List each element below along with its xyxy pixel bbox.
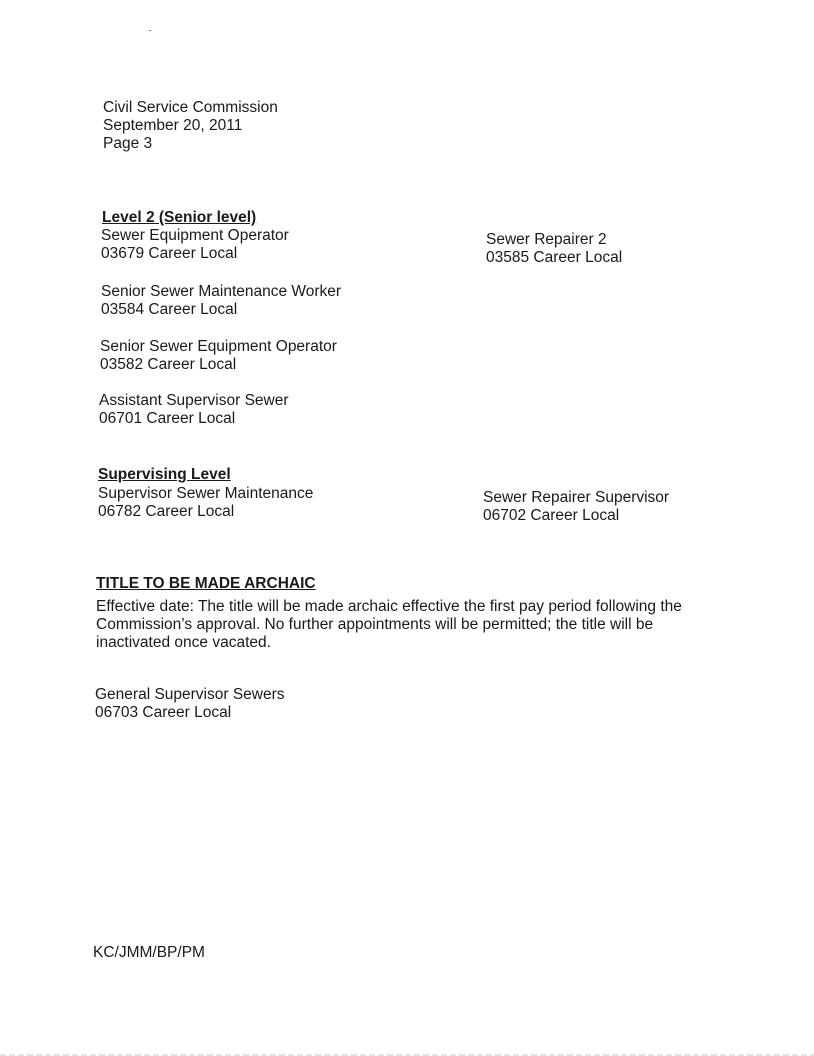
job-code: 03585 Career Local — [486, 249, 623, 266]
archaic-heading: TITLE TO BE MADE ARCHAIC — [96, 575, 316, 592]
level2-entry-right — [486, 231, 622, 267]
archaic-entry — [95, 686, 285, 722]
letterhead-block — [103, 99, 278, 153]
job-code: 03584 Career Local — [101, 301, 238, 318]
level2-entry — [100, 338, 337, 374]
job-code: 06701 Career Local — [99, 410, 236, 427]
job-title: Sewer Repairer 2 — [486, 231, 607, 248]
level2-entry — [101, 227, 289, 263]
job-title: Senior Sewer Maintenance Worker — [101, 283, 342, 300]
job-title: Supervisor Sewer Maintenance — [98, 485, 314, 502]
letterhead-org: Civil Service Commission — [103, 99, 278, 116]
supervising-heading: Supervising Level — [98, 466, 231, 483]
job-code: 06782 Career Local — [98, 503, 235, 520]
job-code: 03679 Career Local — [101, 245, 238, 262]
level2-entry — [101, 283, 341, 319]
supervising-entry — [98, 485, 313, 521]
level2-heading: Level 2 (Senior level) — [102, 209, 257, 226]
footer-initials: KC/JMM/BP/PM — [93, 944, 205, 961]
job-title: Senior Sewer Equipment Operator — [100, 338, 337, 355]
scan-speck — [149, 30, 151, 31]
job-code: 06703 Career Local — [95, 704, 232, 721]
archaic-line: inactivated once vacated. — [96, 634, 271, 651]
level2-entry — [99, 392, 289, 428]
job-title: Sewer Repairer Supervisor — [483, 489, 670, 506]
archaic-line: Commission’s approval. No further appointments will be permitted; the title will be — [96, 616, 654, 633]
letterhead-date: September 20, 2011 — [103, 117, 243, 134]
job-code: 06702 Career Local — [483, 507, 620, 524]
job-title: General Supervisor Sewers — [95, 686, 285, 703]
archaic-line: Effective date: The title will be made archaic effective the first pay period following the — [96, 598, 682, 615]
archaic-paragraph — [96, 598, 682, 652]
job-title: Assistant Supervisor Sewer — [99, 392, 289, 409]
letterhead-page: Page 3 — [103, 135, 153, 152]
job-title: Sewer Equipment Operator — [101, 227, 289, 244]
supervising-entry-right — [483, 489, 669, 525]
job-code: 03582 Career Local — [100, 356, 237, 373]
